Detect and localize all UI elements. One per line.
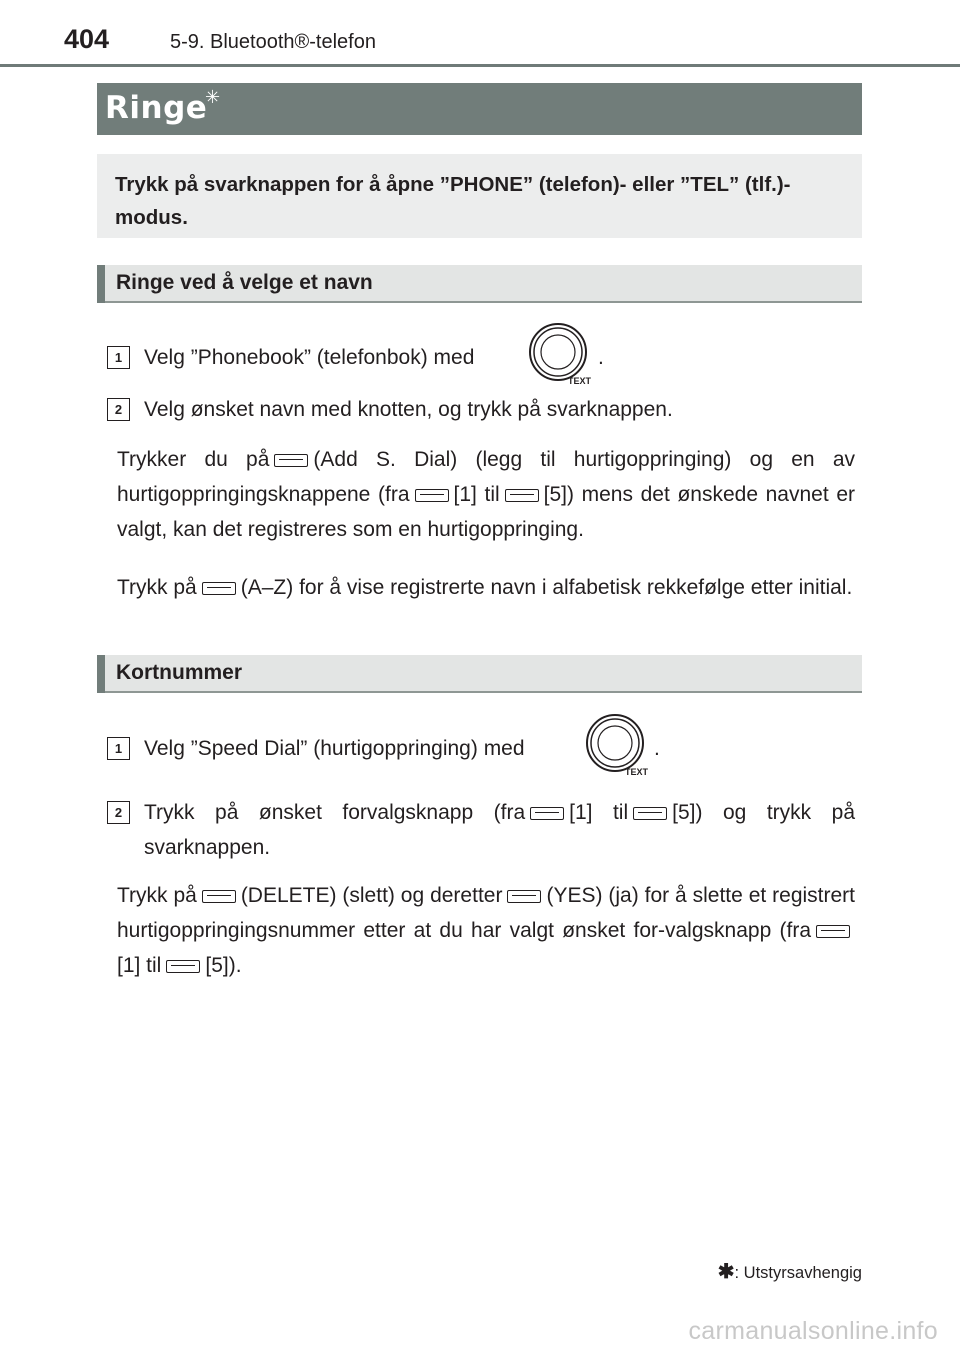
subheading-text: Kortnummer <box>116 661 243 684</box>
title-asterisk: ✳ <box>205 87 221 107</box>
button-icon <box>166 960 200 973</box>
intro-box <box>97 154 862 238</box>
step-1-text: Velg ”Speed Dial” (hurtigoppringing) med <box>144 737 525 760</box>
footnote <box>718 1259 862 1284</box>
step-1-period: . <box>598 346 604 369</box>
step-number-1: 1 <box>107 737 130 760</box>
watermark: carmanualsonline.info <box>688 1317 938 1345</box>
note-delete-speed-dial: Trykk på (DELETE) (slett) og deretter (YES) (ja) for å slette et registrert hurtigoppringingsnummer etter at du har valgt ønsket for-valgsknapp (fra[1] til [5]). <box>117 884 855 977</box>
footnote-text: : Utstyrsavhengig <box>734 1264 862 1282</box>
note-a-z: Trykk på (A–Z) for å vise registrerte navn i alfabetisk rekkefølge etter initial. <box>117 576 853 599</box>
page-number: 404 <box>64 24 110 54</box>
page-title: Ringe <box>105 90 208 126</box>
subheading-call-by-name <box>97 265 862 303</box>
subheading-text: Ringe ved å velge et navn <box>116 271 373 294</box>
tune-knob-icon <box>585 713 649 777</box>
button-icon <box>274 454 308 467</box>
footnote-asterisk: ✱ <box>717 1261 735 1283</box>
subheading-speed-dial <box>97 655 862 693</box>
step-number-2: 2 <box>107 801 130 824</box>
button-icon <box>530 807 564 820</box>
title-bar <box>97 83 862 135</box>
button-icon <box>202 582 236 595</box>
step-1-period: . <box>654 737 660 760</box>
step-2-text: Trykk på ønsket forvalgsknapp (fra [1] til [5]) og trykk på svarknappen. <box>144 801 855 859</box>
button-icon <box>415 489 449 502</box>
section-title: 5-9. Bluetooth®-telefon <box>170 31 376 53</box>
button-icon <box>633 807 667 820</box>
button-icon <box>505 489 539 502</box>
step-1-text: Velg ”Phonebook” (telefonbok) med <box>144 346 475 369</box>
note-add-speed-dial: Trykker du på (Add S. Dial) (legg til hurtigoppringing) og en av hurtigoppringingsknappene (fra [1] til [5]) mens det ønskede navnet er valgt, kan det registreres som en hurtigoppringing. <box>117 448 855 541</box>
button-icon <box>507 890 541 903</box>
header-rule <box>0 64 960 67</box>
knob-label: TEXT <box>568 376 592 386</box>
button-icon <box>816 925 850 938</box>
step-number-1: 1 <box>107 346 130 369</box>
step-2-text: Velg ønsket navn med knotten, og trykk på svarknappen. <box>144 398 673 421</box>
step-number-2: 2 <box>107 398 130 421</box>
tune-knob-icon <box>528 322 592 386</box>
knob-label: TEXT <box>625 767 649 777</box>
button-icon <box>202 890 236 903</box>
intro-text: Trykk på svarknappen for å åpne ”PHONE” (telefon)- eller ”TEL” (tlf.)-modus. <box>115 173 791 229</box>
